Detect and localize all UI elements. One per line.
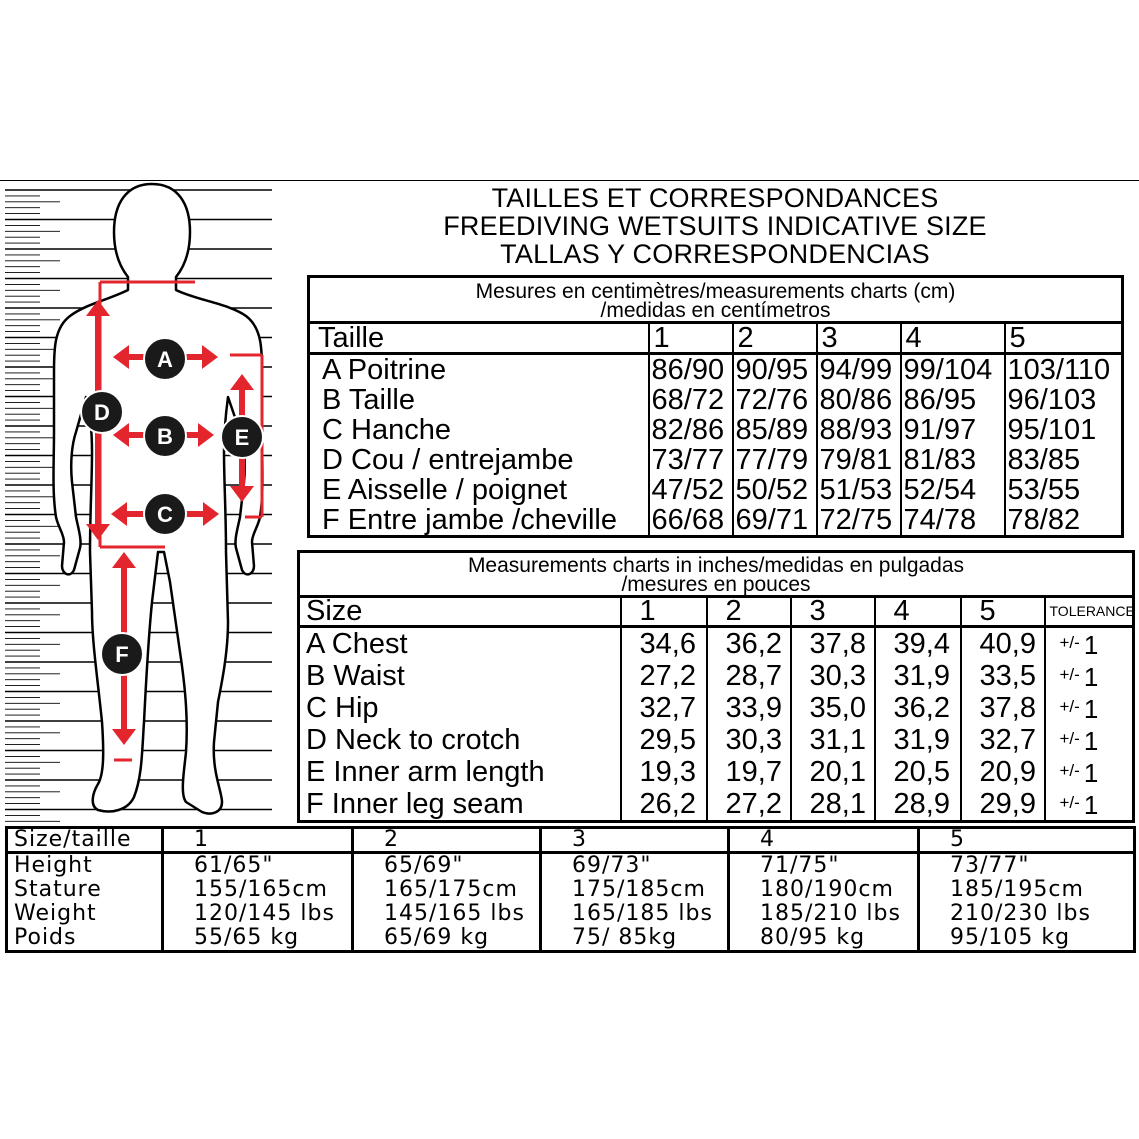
cm-table-header [309, 323, 1123, 354]
cm-value-cell: 86/95 [901, 385, 1005, 415]
cm-row-label: A Poitrine [322, 354, 447, 386]
inch-value-cell: 20,5 [875, 756, 961, 788]
cm-value-cell: 80/86 [817, 385, 901, 415]
top-rule [0, 180, 1139, 181]
cm-value-cell: 103/110 [1005, 354, 1123, 386]
cm-table-row [309, 354, 1123, 386]
tolerance-cell [1045, 692, 1134, 724]
inch-value-cell: 34,6 [621, 627, 707, 661]
tolerance-header: TOLERANCE [1045, 597, 1134, 627]
inch-value-cell: 39,4 [875, 627, 961, 661]
marker-f [101, 633, 143, 675]
size-value-cell: 210/230 lbs [919, 902, 1135, 926]
inch-header-cell: Size [299, 597, 621, 627]
cm-table-row [309, 415, 1123, 445]
size-value-cell: 55/65 kg [163, 926, 353, 952]
cm-row-label: F Entre jambe /cheville [322, 504, 617, 536]
marker-letter: D [94, 400, 110, 425]
cm-value-cell: 69/71 [733, 505, 817, 537]
inch-table-row [299, 788, 1134, 822]
size-value-cell: 75/ 85kg [541, 926, 729, 952]
cm-header-cell: 4 [901, 323, 1005, 354]
size-value-cell: 180/190cm [729, 878, 919, 902]
inch-row-label: D Neck to crotch [306, 724, 521, 756]
cm-measurement-table [307, 275, 1124, 538]
inch-value-cell: 29,9 [961, 788, 1045, 822]
cm-value-cell: 72/76 [733, 385, 817, 415]
cm-value-cell: 81/83 [901, 445, 1005, 475]
cm-value-cell: 94/99 [817, 354, 901, 386]
size-value-cell: 145/165 lbs [353, 902, 541, 926]
tolerance-sign: +/- [1059, 729, 1080, 748]
cm-value-cell: 73/77 [649, 445, 733, 475]
size-table-row [7, 902, 1135, 926]
cm-value-cell: 96/103 [1005, 385, 1123, 415]
cm-table-row [309, 385, 1123, 415]
size-row-label: Weight [14, 901, 97, 926]
cm-value-cell: 79/81 [817, 445, 901, 475]
inch-header-cell: 1 [621, 597, 707, 627]
inch-value-cell: 28,7 [707, 660, 791, 692]
inch-value-cell: 37,8 [791, 627, 875, 661]
cm-value-cell: 86/90 [649, 354, 733, 386]
cm-row-label: D Cou / entrejambe [322, 444, 574, 476]
tolerance-cell [1045, 788, 1134, 822]
size-value-cell: 185/195cm [919, 878, 1135, 902]
inch-value-cell: 29,5 [621, 724, 707, 756]
inch-value-cell: 30,3 [707, 724, 791, 756]
inch-measurement-table [297, 550, 1135, 823]
size-value-cell: 71/75" [729, 853, 919, 879]
inch-value-cell: 20,1 [791, 756, 875, 788]
marker-c [144, 493, 186, 535]
size-table-row [7, 926, 1135, 952]
size-value-cell: 80/95 kg [729, 926, 919, 952]
cm-value-cell: 66/68 [649, 505, 733, 537]
cm-caption-line1: Mesures en centimètres/measurements charts (cm) [475, 280, 956, 303]
inch-caption-line1: Measurements charts in inches/medidas en pulgadas [467, 554, 965, 577]
cm-table-caption [309, 277, 1123, 323]
marker-letter: A [157, 347, 173, 372]
size-table-row [7, 878, 1135, 902]
size-header-cell: Size/taille [7, 828, 163, 853]
size-row-label: Stature [14, 877, 102, 902]
inch-value-cell: 31,1 [791, 724, 875, 756]
cm-row-label: E Aisselle / poignet [322, 474, 568, 506]
cm-value-cell: 68/72 [649, 385, 733, 415]
tolerance-cell [1045, 627, 1134, 661]
cm-value-cell: 72/75 [817, 505, 901, 537]
size-value-cell: 175/185cm [541, 878, 729, 902]
size-header-cell: 3 [541, 828, 729, 853]
size-table [5, 826, 1136, 953]
marker-a [144, 338, 186, 380]
tolerance-value: 1 [1083, 726, 1099, 756]
cm-header-cell: 1 [649, 323, 733, 354]
size-value-cell: 165/185 lbs [541, 902, 729, 926]
cm-row-label: C Hanche [322, 414, 451, 446]
inch-value-cell: 27,2 [707, 788, 791, 822]
size-value-cell: 95/105 kg [919, 926, 1135, 952]
cm-value-cell: 90/95 [733, 354, 817, 386]
size-header-cell: 2 [353, 828, 541, 853]
inch-value-cell: 31,9 [875, 724, 961, 756]
size-value-cell: 65/69 kg [353, 926, 541, 952]
cm-value-cell: 85/89 [733, 415, 817, 445]
inch-row-label: E Inner arm length [306, 756, 545, 788]
size-header-cell: 5 [919, 828, 1135, 853]
cm-value-cell: 83/85 [1005, 445, 1123, 475]
inch-row-label: A Chest [306, 628, 408, 660]
inch-value-cell: 40,9 [961, 627, 1045, 661]
body-measurement-figure [0, 182, 300, 822]
cm-value-cell: 51/53 [817, 475, 901, 505]
inch-header-cell: 4 [875, 597, 961, 627]
size-table-header [7, 828, 1135, 853]
tolerance-cell [1045, 724, 1134, 756]
size-value-cell: 69/73" [541, 853, 729, 879]
cm-table-row [309, 445, 1123, 475]
cm-header-cell: 2 [733, 323, 817, 354]
size-value-cell: 185/210 lbs [729, 902, 919, 926]
inch-header-cell: 3 [791, 597, 875, 627]
inch-caption-line2: /mesures en pouces [621, 573, 811, 596]
cm-header-cell: 3 [817, 323, 901, 354]
inch-value-cell: 37,8 [961, 692, 1045, 724]
size-value-cell: 120/145 lbs [163, 902, 353, 926]
tolerance-value: 1 [1083, 662, 1099, 692]
size-value-cell: 155/165cm [163, 878, 353, 902]
cm-row-label: B Taille [322, 384, 415, 416]
inch-value-cell: 30,3 [791, 660, 875, 692]
inch-table-row [299, 627, 1134, 661]
title-es: TALLAS Y CORRESPONDENCIAS [500, 239, 930, 269]
tolerance-value: 1 [1083, 758, 1099, 788]
cm-value-cell: 50/52 [733, 475, 817, 505]
inch-value-cell: 19,3 [621, 756, 707, 788]
cm-caption-line2: /medidas en centímetros [600, 299, 831, 322]
cm-value-cell: 52/54 [901, 475, 1005, 505]
tolerance-sign: +/- [1059, 633, 1080, 652]
cm-table-row [309, 505, 1123, 537]
size-row-label: Height [14, 853, 93, 878]
inch-value-cell: 35,0 [791, 692, 875, 724]
marker-b [144, 415, 186, 457]
tolerance-cell [1045, 756, 1134, 788]
size-value-cell: 61/65" [163, 853, 353, 879]
cm-header-cell: Taille [309, 323, 649, 354]
inch-value-cell: 36,2 [707, 627, 791, 661]
size-header-cell: 1 [163, 828, 353, 853]
title-fr: TAILLES ET CORRESPONDANCES [491, 183, 939, 213]
marker-d [81, 391, 123, 433]
inch-value-cell: 28,1 [791, 788, 875, 822]
inch-value-cell: 32,7 [961, 724, 1045, 756]
tolerance-value: 1 [1083, 630, 1099, 660]
size-value-cell: 73/77" [919, 853, 1135, 879]
cm-value-cell: 74/78 [901, 505, 1005, 537]
marker-letter: B [157, 424, 173, 449]
cm-value-cell: 77/79 [733, 445, 817, 475]
tolerance-value: 1 [1083, 790, 1099, 820]
inch-header-cell: 2 [707, 597, 791, 627]
cm-header-cell: 5 [1005, 323, 1123, 354]
marker-letter: C [157, 502, 173, 527]
tolerance-value: 1 [1083, 694, 1099, 724]
inch-value-cell: 33,9 [707, 692, 791, 724]
inch-row-label: F Inner leg seam [306, 788, 524, 820]
inch-value-cell: 19,7 [707, 756, 791, 788]
cm-value-cell: 95/101 [1005, 415, 1123, 445]
size-table-row [7, 853, 1135, 879]
cm-table-row [309, 475, 1123, 505]
inch-table-header [299, 597, 1134, 627]
inch-table-row [299, 756, 1134, 788]
cm-value-cell: 99/104 [901, 354, 1005, 386]
tolerance-cell [1045, 660, 1134, 692]
inch-value-cell: 32,7 [621, 692, 707, 724]
size-header-cell: 4 [729, 828, 919, 853]
size-value-cell: 65/69" [353, 853, 541, 879]
cm-value-cell: 78/82 [1005, 505, 1123, 537]
cm-value-cell: 47/52 [649, 475, 733, 505]
tolerance-sign: +/- [1059, 793, 1080, 812]
marker-letter: E [234, 425, 250, 450]
inch-value-cell: 36,2 [875, 692, 961, 724]
inch-value-cell: 31,9 [875, 660, 961, 692]
cm-value-cell: 88/93 [817, 415, 901, 445]
size-row-label: Poids [14, 925, 77, 950]
tolerance-sign: +/- [1059, 761, 1080, 780]
inch-value-cell: 33,5 [961, 660, 1045, 692]
inch-row-label: C Hip [306, 692, 379, 724]
cm-value-cell: 91/97 [901, 415, 1005, 445]
inch-value-cell: 28,9 [875, 788, 961, 822]
inch-table-row [299, 692, 1134, 724]
marker-letter: F [115, 642, 129, 667]
size-value-cell: 165/175cm [353, 878, 541, 902]
title-en: FREEDIVING WETSUITS INDICATIVE SIZE [443, 211, 987, 241]
cm-value-cell: 53/55 [1005, 475, 1123, 505]
tolerance-sign: +/- [1059, 665, 1080, 684]
inch-value-cell: 27,2 [621, 660, 707, 692]
cm-value-cell: 82/86 [649, 415, 733, 445]
marker-e [221, 416, 263, 458]
inch-value-cell: 20,9 [961, 756, 1045, 788]
inch-table-caption [299, 552, 1134, 597]
inch-value-cell: 26,2 [621, 788, 707, 822]
inch-table-row [299, 724, 1134, 756]
inch-row-label: B Waist [306, 660, 405, 692]
inch-header-cell: 5 [961, 597, 1045, 627]
inch-table-row [299, 660, 1134, 692]
tolerance-sign: +/- [1059, 697, 1080, 716]
